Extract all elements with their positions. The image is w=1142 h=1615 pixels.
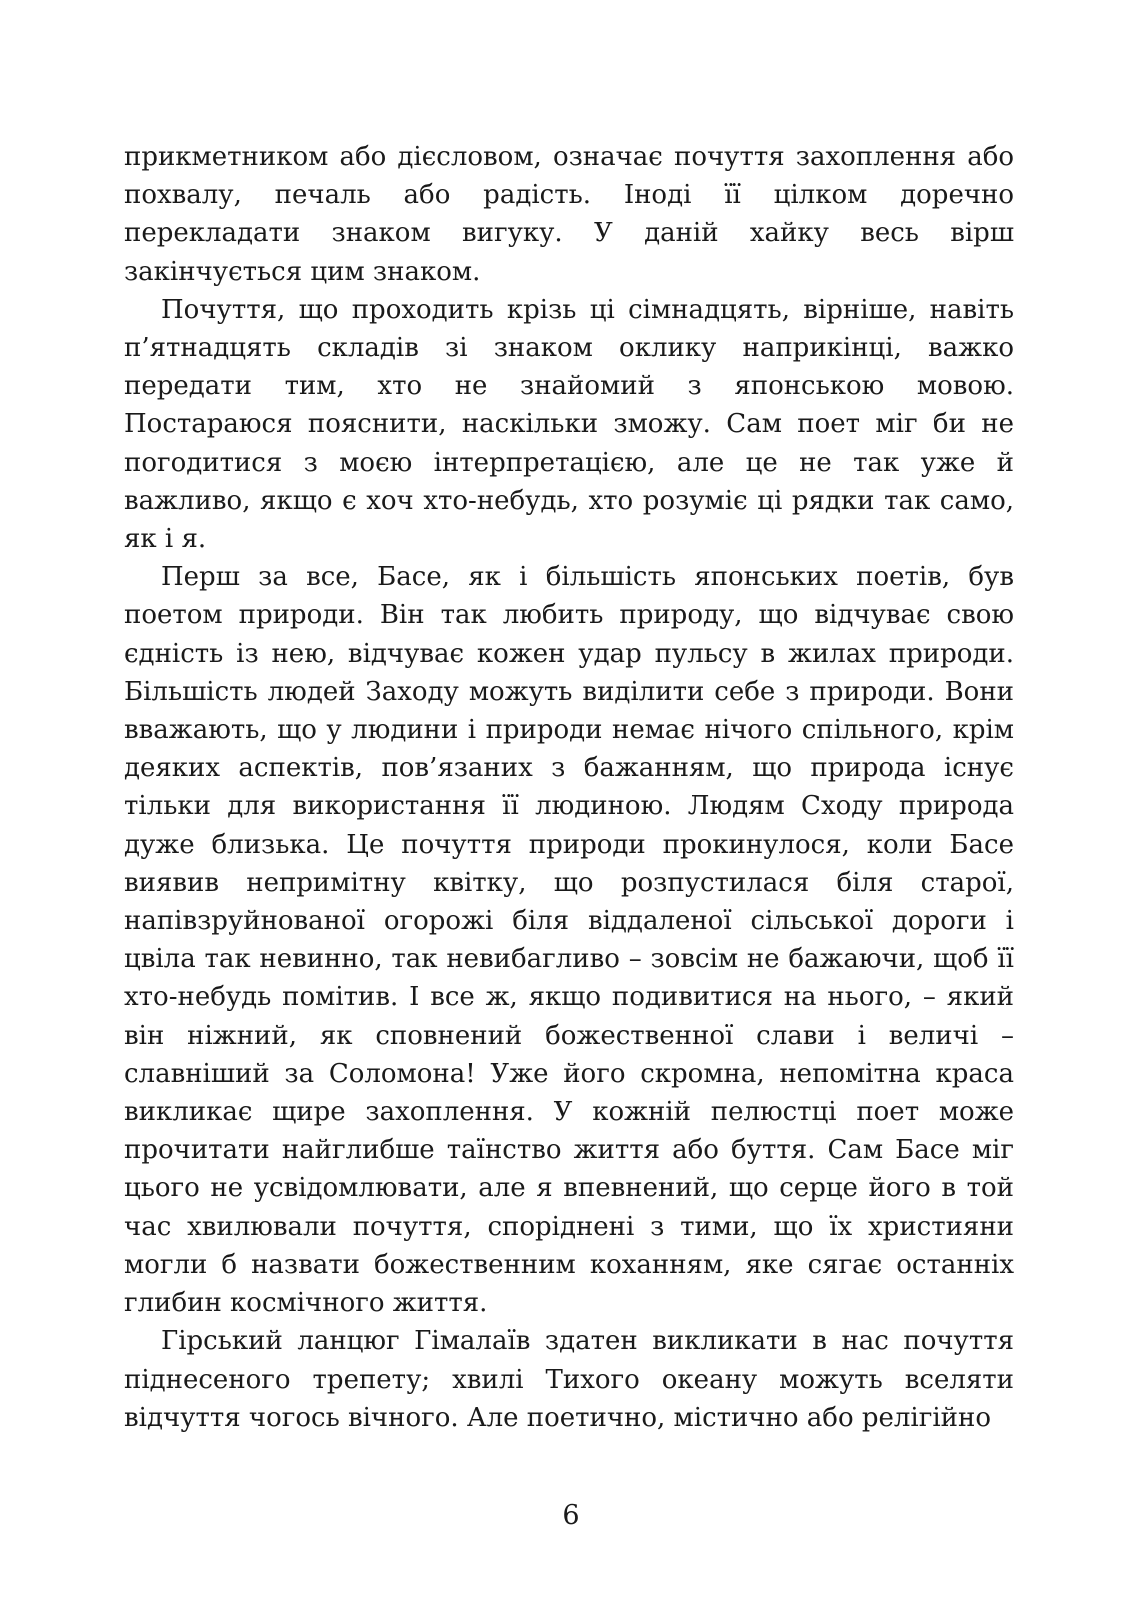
page-body — [124, 138, 1014, 1437]
paragraph: Гірський ланцюг Гімалаїв здатен викликати в нас почуття піднесеного трепету; хвилі Тихого океану можуть вселяти відчуття чогось вічного. Але поетично, містично або релігійно — [124, 1326, 1014, 1433]
paragraph-continued: прикметником або дієсловом, означає почуття захоплення або похвалу, печаль або радість. Іноді її цілком доречно перекладати знаком вигуку. У даній хайку весь вірш закінчується цим знаком. — [124, 142, 1014, 287]
page-number: 6 — [562, 1500, 580, 1531]
paragraph: Перш за все, Басе, як і більшість японських поетів, був поетом природи. Він так любить природу, що відчуває свою єдність із нею, відчуває кожен удар пульсу в жилах природи. Більшість людей Заходу можуть виділити себе з природи. Вони вважають, що у людини і природи немає нічого спільного, крім деяких аспектів, пов’язаних з бажанням, що природа існує тільки для використання її людиною. Людям Сходу природа дуже близька. Це почуття природи прокинулося, коли Басе виявив непримітну квітку, що розпустилася біля старої, напівзруйнованої огорожі біля віддаленої сільської дороги і цвіла так невинно, так невибагливо – зовсім не бажаючи, щоб її хто-небудь помітив. І все ж, якщо подивитися на нього, – який він ніжний, як сповнений божественної слави і величі – славніший за Соломона! Уже його скромна, непомітна краса викликає щире захоплення. У кожній пелюстці поет може прочитати найглибше таїнство життя або буття. Сам Басе міг цього не усвідомлювати, але я впевнений, що серце його в той час хвилювали почуття, споріднені з тими, що їх християни могли б назвати божественним коханням, яке сягає останніх глибин космічного життя. — [124, 562, 1014, 1319]
paragraph: Почуття, що проходить крізь ці сімнадцять, вірніше, навіть п’ятнадцять складів зі знаком оклику наприкінці, важко передати тим, хто не знайомий з японською мовою. Постараюся пояснити, наскільки зможу. Сам поет міг би не погодитися з моєю інтерпретацією, але це не так уже й важливо, якщо є хоч хто-небудь, хто розуміє ці рядки так само, як і я. — [124, 294, 1014, 555]
